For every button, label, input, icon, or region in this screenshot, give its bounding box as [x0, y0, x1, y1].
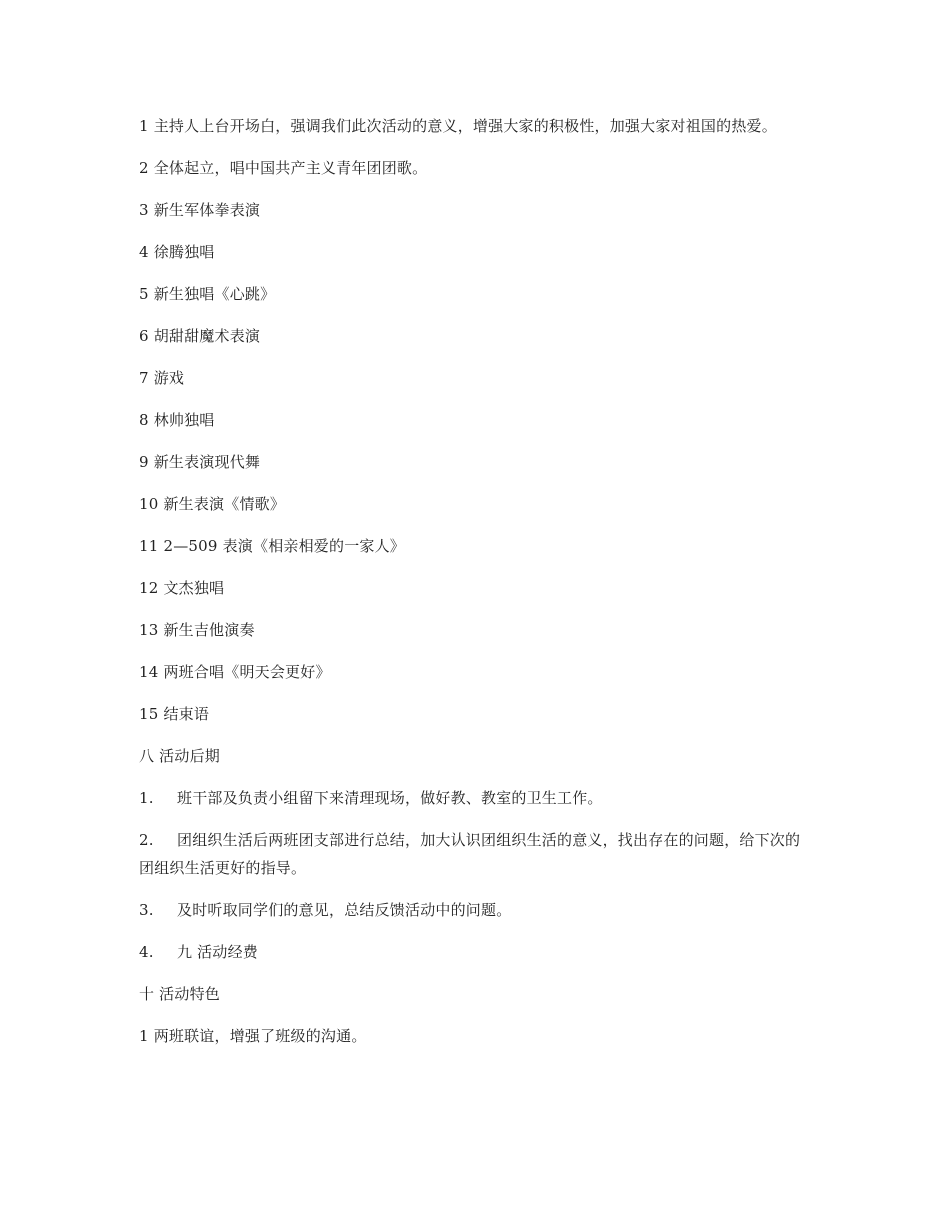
paragraph-program-item: 5 新生独唱《心跳》 — [139, 285, 276, 303]
paragraph-program-item: 14 两班合唱《明天会更好》 — [139, 663, 331, 681]
paragraph-program-item: 12 文杰独唱 — [139, 579, 225, 597]
paragraph-program-item: 15 结束语 — [139, 705, 210, 723]
paragraph-program-item: 11 2—509 表演《相亲相爱的一家人》 — [139, 537, 405, 555]
paragraph-anthem: 2 全体起立，唱中国共产主义青年团团歌。 — [139, 159, 428, 177]
list-item-budget-heading — [139, 938, 811, 966]
list-text: 团组织生活后两班团支部进行总结，加大认识团组织生活的意义，找出存在的问题，给下次的团组织生活更好的指导。 — [139, 831, 801, 877]
list-item-summary — [139, 826, 811, 882]
paragraph-feature-item: 1 两班联谊，增强了班级的沟通。 — [139, 1027, 367, 1045]
list-item-cleanup — [139, 784, 811, 812]
section-heading-features: 十 活动特色 — [139, 985, 220, 1003]
paragraph-program-item: 3 新生军体拳表演 — [139, 201, 261, 219]
list-text: 及时听取同学们的意见，总结反馈活动中的问题。 — [177, 901, 512, 919]
list-number: 4. — [139, 943, 154, 961]
list-text: 九 活动经费 — [177, 943, 258, 961]
paragraph-program-item: 9 新生表演现代舞 — [139, 453, 261, 471]
list-number: 2. — [139, 831, 154, 849]
paragraph-program-item: 7 游戏 — [139, 369, 185, 387]
paragraph-program-item: 4 徐腾独唱 — [139, 243, 215, 261]
section-heading-after-event: 八 活动后期 — [139, 747, 220, 765]
list-text: 班干部及负责小组留下来清理现场，做好教、教室的卫生工作。 — [177, 789, 603, 807]
paragraph-program-item: 13 新生吉他演奏 — [139, 621, 255, 639]
list-number: 1. — [139, 789, 154, 807]
document-body — [139, 112, 811, 1064]
paragraph-program-item: 10 新生表演《情歌》 — [139, 495, 286, 513]
paragraph-program-item: 8 林帅独唱 — [139, 411, 215, 429]
list-number: 3. — [139, 901, 154, 919]
paragraph-opening-remarks: 1 主持人上台开场白，强调我们此次活动的意义，增强大家的积极性，加强大家对祖国的热爱。 — [139, 117, 777, 135]
list-item-feedback — [139, 896, 811, 924]
paragraph-program-item: 6 胡甜甜魔术表演 — [139, 327, 261, 345]
